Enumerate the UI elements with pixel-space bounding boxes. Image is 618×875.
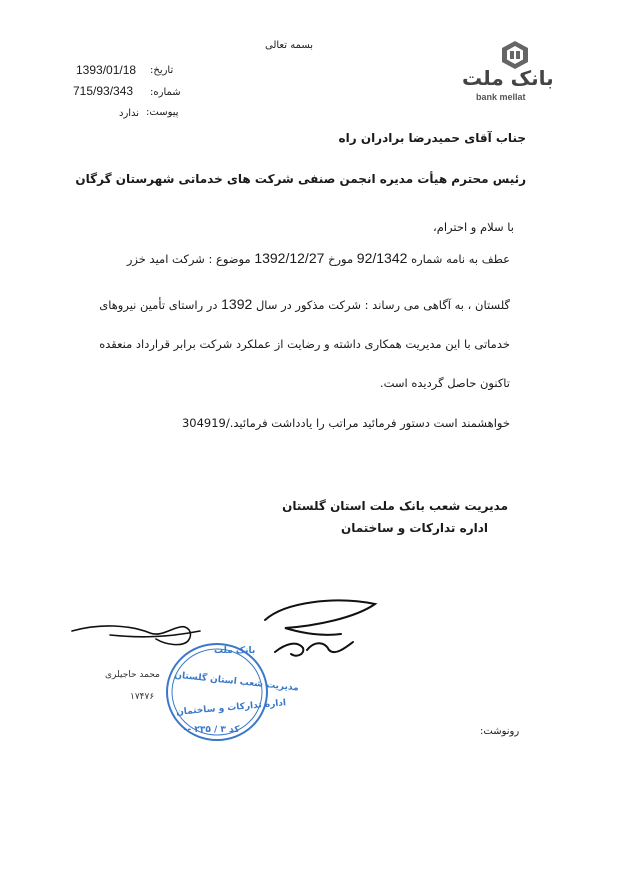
stamp-line-3: اداره تدارکات و ساختمان xyxy=(175,698,287,718)
stamp-line-1: بانک ملت xyxy=(214,646,256,656)
number-label: شماره: xyxy=(150,87,181,98)
reference-year: 1392 xyxy=(221,296,253,312)
date-label: تاریخ: xyxy=(150,65,174,76)
attachment-value: ندارد xyxy=(119,108,140,119)
recipient-line-1: جناب آقای حمیدرضا برادران راه xyxy=(338,131,526,145)
cc-label: رونوشت: xyxy=(480,726,520,737)
recipient-line-2: رئیس محترم هیأت مدیره انجمن صنفی شرکت های خدماتی شهرستان گرگان xyxy=(75,172,526,186)
logo-name-fa: بانک ملت xyxy=(462,66,554,90)
closing-line: خواهشمند است دستور فرمائید مراتب را یادداشت فرمائید./304919 xyxy=(181,416,510,430)
number-value: 715/93/343 xyxy=(73,84,134,98)
stamp-line-2: مدیریت شعب استان گلستان xyxy=(173,670,300,694)
signer-code: ۱۷۴۷۶ xyxy=(130,692,155,702)
signer-name: محمد حاجیلری xyxy=(105,670,160,680)
greeting: با سلام و احترام، xyxy=(433,220,514,234)
stamp-line-4: کد ۳ / ۲۳۵ -۰ xyxy=(182,725,240,735)
official-stamp xyxy=(162,637,300,747)
logo-name-en: bank mellat xyxy=(476,92,526,102)
date-value: 1393/01/18 xyxy=(76,63,137,77)
reference-date: 1392/12/27 xyxy=(254,250,325,266)
body-line-1: عطف به نامه شماره 92/1342 مورخ 1392/12/27 موضوع : شرکت امید خزر xyxy=(126,250,510,266)
body-line-2: گلستان ، به آگاهی می رساند : شرکت مذکور در سال 1392 در راستای تأمین نیروهای xyxy=(99,296,510,312)
body-line-3: خدماتی با این مدیریت همکاری داشته و رضایت از عملکرد شرکت برابر قرارداد منعقده xyxy=(99,337,510,351)
reference-number: 92/1342 xyxy=(356,250,408,266)
invocation-text: بسمه تعالی xyxy=(265,40,314,51)
signature-block-line-1: مدیریت شعب بانک ملت استان گلستان xyxy=(282,499,508,513)
signature-block-line-2: اداره تدارکات و ساختمان xyxy=(340,521,488,535)
body-line-4: تاکنون حاصل گردیده است. xyxy=(379,376,510,390)
attachment-label: پیوست: xyxy=(146,107,179,118)
